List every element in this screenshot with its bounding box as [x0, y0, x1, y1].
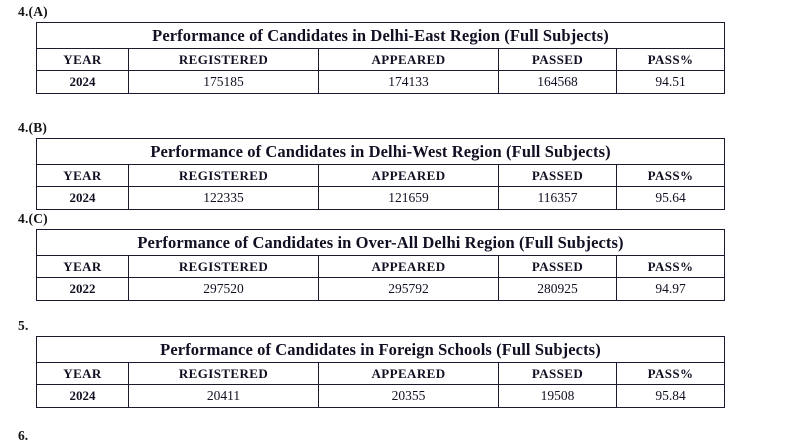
table-row: [37, 278, 725, 301]
column-header-appeared: APPEARED: [319, 49, 499, 71]
column-header-registered: REGISTERED: [129, 49, 319, 71]
column-header-appeared: APPEARED: [319, 363, 499, 385]
column-header-registered: REGISTERED: [129, 363, 319, 385]
cell-year: 2022: [37, 278, 129, 301]
cell-appeared: 295792: [319, 278, 499, 301]
cell-registered: 175185: [129, 71, 319, 94]
table-header-row: [37, 165, 725, 187]
cell-passed: 116357: [499, 187, 617, 210]
section-label-4b: 4.(B): [18, 120, 48, 135]
table-title: Performance of Candidates in Over-All Delhi Region (Full Subjects): [37, 230, 725, 256]
cell-registered: 297520: [129, 278, 319, 301]
performance-table-overall-delhi: [36, 229, 725, 301]
table-row: [37, 187, 725, 210]
column-header-appeared: APPEARED: [319, 256, 499, 278]
table-title: Performance of Candidates in Foreign Schools (Full Subjects): [37, 337, 725, 363]
cell-appeared: 121659: [319, 187, 499, 210]
column-header-passed: PASSED: [499, 165, 617, 187]
table-header-row: [37, 256, 725, 278]
cell-passed: 164568: [499, 71, 617, 94]
column-header-appeared: APPEARED: [319, 165, 499, 187]
column-header-year: YEAR: [37, 49, 129, 71]
section-4b: [0, 120, 800, 210]
cell-passpercent: 94.97: [617, 278, 725, 301]
cell-appeared: 174133: [319, 71, 499, 94]
table-title-row: [37, 337, 725, 363]
table-title: Performance of Candidates in Delhi-East Region (Full Subjects): [37, 23, 725, 49]
performance-table-delhi-east: [36, 22, 725, 94]
column-header-registered: REGISTERED: [129, 165, 319, 187]
performance-table-delhi-west: [36, 138, 725, 210]
table-row: [37, 385, 725, 408]
section-label-4a: 4.(A): [18, 4, 48, 19]
column-header-passed: PASSED: [499, 363, 617, 385]
cell-registered: 122335: [129, 187, 319, 210]
section-4c: [0, 211, 800, 301]
column-header-passpercent: PASS%: [617, 165, 725, 187]
cell-appeared: 20355: [319, 385, 499, 408]
column-header-passpercent: PASS%: [617, 49, 725, 71]
table-title-row: [37, 230, 725, 256]
cell-registered: 20411: [129, 385, 319, 408]
section-label-5: 5.: [18, 318, 29, 333]
table-header-row: [37, 363, 725, 385]
cell-passpercent: 94.51: [617, 71, 725, 94]
section-label-4c: 4.(C): [18, 211, 48, 226]
column-header-passpercent: PASS%: [617, 363, 725, 385]
cell-passpercent: 95.84: [617, 385, 725, 408]
cell-year: 2024: [37, 385, 129, 408]
column-header-year: YEAR: [37, 256, 129, 278]
table-title-row: [37, 139, 725, 165]
section-label-6: 6.: [18, 428, 29, 443]
column-header-passed: PASSED: [499, 256, 617, 278]
table-title: Performance of Candidates in Delhi-West Region (Full Subjects): [37, 139, 725, 165]
cell-year: 2024: [37, 71, 129, 94]
column-header-passed: PASSED: [499, 49, 617, 71]
column-header-registered: REGISTERED: [129, 256, 319, 278]
performance-table-foreign-schools: [36, 336, 725, 408]
section-4a: [0, 4, 800, 94]
table-header-row: [37, 49, 725, 71]
column-header-year: YEAR: [37, 363, 129, 385]
table-title-row: [37, 23, 725, 49]
table-row: [37, 71, 725, 94]
cell-year: 2024: [37, 187, 129, 210]
cell-passed: 280925: [499, 278, 617, 301]
column-header-year: YEAR: [37, 165, 129, 187]
cell-passpercent: 95.64: [617, 187, 725, 210]
cell-passed: 19508: [499, 385, 617, 408]
section-5: [0, 318, 800, 408]
column-header-passpercent: PASS%: [617, 256, 725, 278]
